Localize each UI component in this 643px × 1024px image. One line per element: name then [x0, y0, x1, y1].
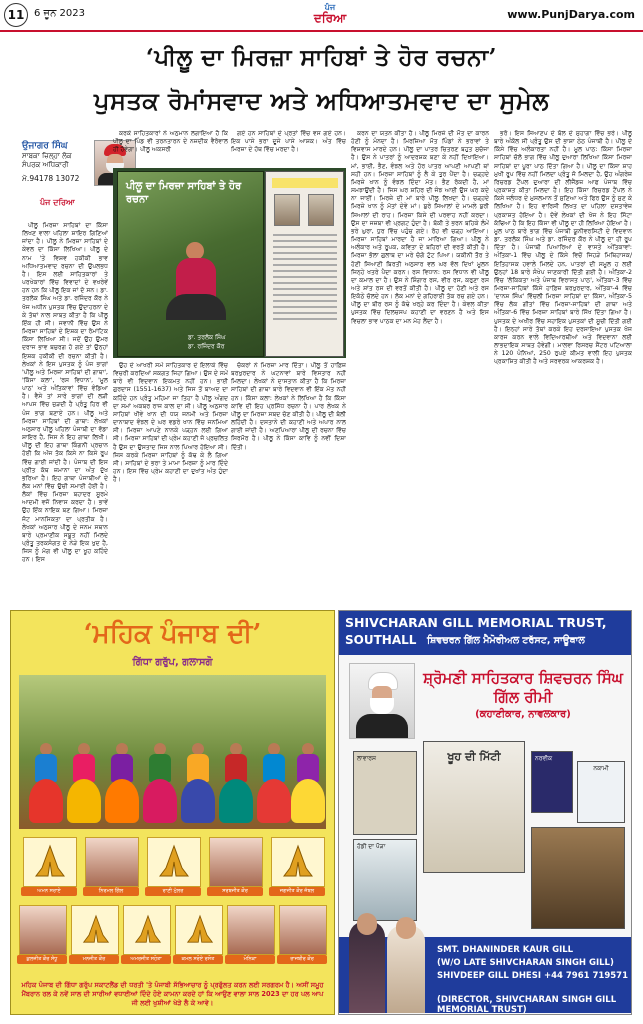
article-column-3-top: [231, 130, 346, 164]
member-name: ਅਮਰਜੀਤ ਸਹੋਤਾ: [121, 955, 171, 964]
article-column-4: [351, 130, 489, 606]
article-text: ਕਰਕੇ ਸਾਹਿਤਕਾਰਾਂ ਨੇ ਅਨੁਮਾਨ ਲਗਾਇਆ ਹੈ ਕਿ ਪੀਲੂ ਦਾ ਪਿੰਡ ਵੀ ਤਰਨਤਾਰਨ ਦੇ ਨਜ਼ਦੀਕ ਵੈਰੋਵਾਲ ਹੀ ਹੋਵੇਗਾ। ਪੀਲੂ ਅਕਸਰੀ: [113, 130, 228, 154]
folded-hands-icon: [175, 905, 223, 955]
ad-subtitle: ਗਿੱਧਾ ਗਰੁੱਪ, ਗਲਾਸਗੋ: [132, 657, 213, 668]
members-row-1: [19, 837, 326, 901]
article-column-2: [113, 362, 228, 606]
member-photo: [209, 837, 263, 887]
member-name: ਕੁਲਜੀਤ ਕੌਰ ਸੰਧੂ: [17, 955, 67, 964]
book-cover: [577, 761, 625, 823]
contact-role: (DIRECTOR, SHIVCHARAN SINGH GILL MEMORIAL TRUST): [437, 995, 617, 1015]
book-author: ਡਾ. ਤਰਲੋਕ ਸਿੰਘ: [188, 334, 226, 341]
member-photo: [279, 905, 327, 955]
folded-hands-icon: [147, 837, 201, 887]
advertisement-shivcharan-gill-trust[interactable]: [338, 610, 632, 1015]
author-photo: [308, 194, 334, 226]
member-name: ਨਿਰਮਲ ਗਿੱਲ: [83, 887, 139, 896]
member-name: ਜਗਜੀਤ ਕੌਰ ਜੱਬਲ: [269, 887, 325, 896]
ad-footer-text: ਮਹਿਕ ਪੰਜਾਬ ਦੀ ਗਿੱਧਾ ਗਰੁੱਪ ਸਕਾਟਲੈਂਡ ਦੀ ਧਰਤੀ 'ਤੇ ਪੰਜਾਬੀ ਸੱਭਿਆਚਾਰ ਨੂੰ ਪ੍ਰਫੁੱਲਤ ਕਰਨ ਲਈ ਸਰਗਰਮ ਹੈ। ਅਸੀਂ ਸਮੂਹ ਮੈਂਬਰਾਨ ਰਲ ਕੇ ਨਵੇਂ ਸਾਲ ਦੀ ਸਾਰੀਆਂ ਵਧਾਈਆਂ ਦਿੰਦੇ ਹੋਏ ਕਾਮਨਾ ਕਰਦੇ ਹਾਂ ਕਿ ਆਉਣ ਵਾਲਾ ਸਾਲ 2023 ਦਾ ਹਰ ਪਲ ਆਪ ਜੀ ਲਈ ਖੁਸ਼ੀਆਂ ਖੇੜੇ ਲੈ ਕੇ ਆਵੇ।: [21, 981, 324, 1007]
article-text: ਗਏ ਹਨ ਸਾਹਿਬਾਂ ਦੇ ਪ੍ਰਤਾਂ ਵਿੱਚ ਵਸ ਗਏ ਹਨ। ਇਕ ਪਾਸੇ ਭਰਾ ਦੂਜੇ ਪਾਸੇ ਆਸ਼ਕ। ਅੰਤ ਵਿੱਚ ਮਿਰਜ਼ਾ ਦੇ ਹੱਥ ਵਿੱਚ ਮਰਦਾ ਹੈ।: [231, 130, 346, 154]
article-text: ਭਰੋ। ਇਸ ਸਿਆਣਪ ਦੇ ਬੋਲ ਦੇ ਸੁਹਾਗਾ ਵਿੱਚ ਭਰੇ। ਪੀਲੂ ਬਾਰੇ ਅੰਕੋਲ ਸੀ ਪ੍ਰੰਤੂ ਉਸ ਦੀ ਭਾਸ਼ਾ ਠੇਠ ਪੰਜਾਬੀ ਹੈ। ਪੀਲੂ ਦੇ ਕਿੱਸੇ ਵਿੱਚ ਅਲੰਕਾਰਤਾ ਨਹੀਂ ਹੈ। ਮੂਲ ਪਾਠ: ਕਿੱਸਾ ਮਿਰਜ਼ਾ ਸਾਹਿਬਾਂ ਚੱਲੋ ਭਾਗ ਵਿੱਚ ਪੀਲੂ ਦੁਆਰਾ ਲਿਖਿਆ ਕਿੱਸਾ ਮਿਰਜ਼ਾ ਸਾਹਿਬਾਂ ਦਾ ਪੂਰਾ ਪਾਠ ਦਿੱਤਾ ਗਿਆ ਹੈ। ਪੀਲੂ ਦਾ ਕਿੱਸਾ ਸ਼ਾਹ ਮੁਖੀ ਰੂਪ ਵਿੱਚ ਨਹੀਂ ਮਿਲਦਾ ਪ੍ਰੰਤੂ ਜੋ ਮਿਲਦਾ ਹੈ, ਉਹ ਅੰਗਰੇਜ਼ ਰਿਚਰਡ ਟੈਂਪਲ ਦੁਆਰਾ ਦੀ ਲੀਜੈਂਡਜ਼ ਆਫ ਪੰਜਾਬ ਵਿੱਚ ਪ੍ਰਕਾਸ਼ਤ ਕੀਤਾ ਮਿਲਦਾ ਹੈ। ਇਹ ਕਿੱਸਾ ਰਿਚਰਡ ਟੈਂਪਲ ਨੇ ਕਿਸੇ ਜਲੰਧਰ ਦੇ ਮੁਸਲਮਾਨ ਤੋਂ ਸੁਣਿਆ ਅਤੇ ਫਿਰ ਉਸ ਨੂੰ ਸੁਣ ਕੇ ਲਿਖਿਆ ਹੈ। ਇਹ ਵਾਰਿਸੀ ਲਿਖਤ ਦਾ ਪਹਿਲਾ ਦਸਤਾਵੇਜ਼ ਪ੍ਰਕਾਸ਼ਤ ਹੋਇਆ ਹੈ। ਦੋਵੇਂ ਲੇਖਕਾਂ ਦੀ ਖੋਜ ਨੇ ਇਹ ਸਿੱਟਾ ਕੱਢਿਆ ਹੈ ਕਿ ਇਹ ਕਿੱਸਾ ਵੀ ਪੀਲੂ ਦਾ ਹੀ ਲਿਖਿਆ ਹੋਇਆ ਹੈ। ਮੂਲ ਪਾਠ ਬਾਰੇ ਭਾਗ ਵਿੱਚ ਪੰਜਾਬੀ ਯੂਨੀਵਰਸਿਟੀ ਦੇ ਵਿਦਵਾਨ ਡਾ. ਤਰਲੋਕ ਸਿੰਘ ਅਤੇ ਡਾ. ਰਜਿੰਦਰ ਕੌਰ ਨੇ ਪੀਲੂ ਦਾ ਹੀ ਰੂਪ ਦਿੱਤਾ ਹੈ। ਪੰਜਾਬੀ ਪਿਆਰਿਆਂ ਦੇ ਵਾਸਤੇ ਅੰਤਿਕਾਵਾਂ: ਅੰਤਿਕਾ-1 ਵਿੱਚ ਪੀਲੂ ਦੇ ਕਿੱਸੇ ਵਿਚੋਂ ਜਿਹੜੇ ਮਿਥਿਹਾਸਕ/ਇਤਿਹਾਸਕ ਹਵਾਲੇ ਮਿਲਦੇ ਹਨ, ਪਾਤਰਾਂ ਦੀ ਸਮੂਲ ਹ ਲਈ ਉਨ੍ਹਾਂ 18 ਬਾਰੇ ਸੰਖੇਪ ਜਾਣਕਾਰੀ ਦਿੱਤੀ ਗਈ ਹੈ। ਅੰਤਿਕਾ-2 ਵਿੱਚ 'ਲੋਕਿਕਤਾ ਅਤੇ ਪੰਜਾਬ ਵਿਰਾਸਤ ਪਾਠ', ਅੰਤਿਕਾ-3 ਵਿੱਚ ਮਿਰਜ਼ਾ-ਸਾਹਿਬਾਂ ਕਿੱਸੇ ਹਾਫ਼ਿਜ਼ ਬਰਖੁਰਦਾਰ, ਅੰਤਿਕਾ-4 ਵਿੱਚ 'ਦਾਨਸ਼ ਸਿੰਘ' ਵਿੱਚਲੀ ਮਿਰਜ਼ਾ ਸਾਹਿਬਾਂ ਦਾ ਕਿੱਸਾ, ਅੰਤਿਕਾ-5 ਵਿੱਚ ਲੋਕ ਗੀਤਾਂ ਵਿੱਚ ਮਿਰਜ਼ਾ-ਸਾਹਿਬਾਂ ਦੀ ਗਾਥਾ ਅਤੇ ਅੰਤਿਕਾ-6 ਵਿੱਚ ਮਿਰਜ਼ਾ ਸਾਹਿਬਾਂ ਬਾਰੇ ਸਿੱਖ ਦਿੱਤਾ ਗਿਆ ਹੈ। ਪੁਸਤਕ ਦੇ ਅਖੀਰ ਵਿੱਚ ਸਹਾਇਕ ਪੁਸਤਕਾਂ ਦੀ ਸੂਚੀ ਦਿੱਤੀ ਗਈ ਹੈ। ਇਨ੍ਹਾਂ ਸਾਰੇ ਤੱਥਾਂ ਕਰਕੇ ਇਹ ਦਰਸਾਇਆ ਪੁਸਤਕ ਖੋਜ ਕਾਰਜ ਕਰਨ ਵਾਲੇ ਵਿਦਿਆਰਥੀਆਂ ਅਤੇ ਵਿਦਵਾਨਾ ਲਈ ਲਾਭਦਾਇਕ ਸਾਬਤ ਹੋਵੇਗੀ। ਮਾਲਵਾ ਰਿਸਰਚ ਸੈਂਟਰ ਪਟਿਆਲਾ ਨੇ 120 ਪੰਨਿਆਂ, 250 ਰੁਪਏ ਕੀਮਤ ਵਾਲੀ ਇਹ ਪੁਸਤਕ ਪ੍ਰਕਾਸ਼ਿਤ ਕੀਤੀ ਹੈ ਅਤੇ ਸਰਵਰਕ ਆਕਰਸ਼ਕ ਹੈ।: [494, 130, 632, 366]
folded-hands-icon: [271, 837, 325, 887]
article-text: ਚੱਕਰਾਂ ਨੇ ਮਿਰਜ਼ਾ ਮਾਰ ਦਿੱਤਾ। ਪੀਲੂ ਤੋਂ ਹਾਫ਼ਿਜ਼ ਬਰਖੁਰਦਾਰ ਨੇ ਘਟਨਾਵਾਂ ਬਾਰੇ ਵਿਸਤਾਰ ਨਹੀਂ ਮਿਲਦਾ। ਲੇਖਕਾਂ ਨੇ ਦਾਸਤਾਨ ਕੀਤਾ ਹੈ ਕਿ ਮਿਰਜ਼ਾ ਸਾਹਿਬਾਂ ਦੀ ਗਾਥਾ ਬਾਰੇ ਵਿਦਵਾਨ ਵੀ ਇੱਕ ਮੱਤ ਨਹੀਂ ਹਨ। ਕਿੱਸਾ ਕਲਾ: ਲੇਖਕਾਂ ਨੇ ਲਿਖਿਆ ਹੈ ਕਿ ਕਿੱਸਾ ਕਾਵਿ ਦੀ ਇਹ ਪ੍ਰਸਿੱਧ ਰਚਨਾ ਹੈ। ਪਾਰ ਲੇਖਕ ਨੇ ਪੀਲੂ ਦਾ ਮਿਰਜ਼ਾ ਸਬਦ ਚੋਣ ਕੀਤੀ ਹੈ। ਪੀਲੂ ਦੀ ਬੋਲੀ ਲਹਿੰਦੀ ਹੈ। ਦਸਤਾਨੇ ਦੀ ਕਹਾਣੀ ਅਤੇ ਅਪਾਰ ਨਾਲ ਗਾਈ ਜਾਂਦੀ ਹੈ। ਅਣਪਿਆਰਾ ਪੀਲੂ ਦੀ ਰਚਨਾ ਵਿੱਚ ਸਿਰਮੌਰ ਹੈ। ਪੀਲੂ ਨੇ ਕਿੱਸਾ ਕਾਵਿ ਨੂੰ ਨਵੀਂ ਦਿਸ਼ਾ ਦਿੱਤੀ।: [231, 362, 346, 451]
folded-hands-icon: [71, 905, 119, 955]
ad-header: [339, 611, 631, 655]
family-photo: [343, 913, 429, 1013]
book-cover: [531, 827, 625, 929]
book-front-cover: [117, 171, 264, 357]
masthead-top: ਪੰਜ: [324, 3, 336, 12]
author-name: ਉਜਾਗਰ ਸਿੰਘ: [22, 141, 68, 151]
article-text: ਕਰਨ ਦਾ ਯਤਨ ਕੀਤਾ ਹੈ। ਪੀਲੂ ਮਿਰਜ਼ੇ ਦੀ ਮੌਤ ਦਾ ਕਾਰਨ ਹੋਣੀ ਨੂੰ ਮੰਨਦਾ ਹੈ। ਮਿਰਜ਼ਿਆ ਮੌਤ ਪਿੰਡਾਂ ਨੇ ਭਰਾਵਾਂ ਤੇ ਵਿਸ਼ਵਾਸ ਮਾਰਦੇ ਹਨ। ਪੀਲੂ ਦਾ ਪਾਤਰ ਚਿਤਰਣ ਬਹੁਤ ਸੁਚੱਜਾ ਹੈ। ਉਸ ਨੇ ਪਾਤਰਾਂ ਨੂੰ ਆਦਰਸ਼ਕ ਬਣਾ ਕੇ ਨਹੀਂ ਦਿਖਾਇਆ। ਮਾਂ, ਭਾਈ, ਭੈਣ, ਵੰਝਲ ਅਤੇ ਹੋਰ ਪਾਤਰ ਆਪਣੀ ਆਪਣੀ ਥਾਂ ਸਹੀ ਹਨ। ਮਿਰਜ਼ਾ ਸਾਹਿਬਾਂ ਨੂੰ ਲੈ ਕੇ ਤੁਰ ਪੈਂਦਾ ਹੈ। ਚੜ੍ਹਦੇ ਮਿਰਜ਼ੇ ਖਾਨ ਨੂੰ ਵੰਝਲ ਦਿੰਦਾ ਮੱਤ। ਭੈਣ ਰੋਕਦੀ ਹੈ, ਮਾਂ ਸਮਝਾਉਂਦੀ ਹੈ। ਜਿਸ ਘਰ ਸ਼ਹਿਰ ਦੀ ਜੰਝ ਆਈ ਉਸ ਘਰ ਕਦੇ ਨਾ ਜਾਈਂ। ਮਿਰਜ਼ੇ ਦੀ ਮਾਂ ਬਾਰੇ ਪੀਲੂ ਲਿਖਦਾ ਹੈ। ਚੜ੍ਹਦੇ ਮਿਰਜ਼ੇ ਖਾਨ ਨੂੰ ਮੱਤਾਂ ਦੇਵੇ ਮਾਂ। ਬੁਰੇ ਸਿਆਲਾਂ ਦੇ ਮਾਮਲੇ ਬੁਰੀ ਸਿਆਲਾਂ ਦੀ ਰਾਹ। ਮਿਰਜ਼ਾ ਕਿਸੇ ਦੀ ਪਰਵਾਹ ਨਹੀਂ ਕਰਦਾ। ਉਸ ਦਾ ਜਜ਼ਬਾ ਵੀ ਪ੍ਰਗਟ ਹੁੰਦਾ ਹੈ। ਬੱਕੀ ਤੇ ਭਰਨ ਬਹਿਕੇ ਲੰਮੇਂ ਭਰੇ ਘੁਰਾ, ਧੁਰ ਵਿੱਚ ਪਹੁੰਚ ਗਏ। ਰੋਹ ਵੀ ਚੜ੍ਹ ਆਇਆ। ਮਿਰਜ਼ਾ ਸਾਹਿਬਾਂ ਮਾਰਦਾ ਹੈ ਜਾ ਮਾਰਿਆ ਗਿਆ। ਪੀਲੂ ਨੇ ਅਲੰਕਾਰ ਅਤੇ ਰੂਪਕ, ਕਵਿਤਾ ਦੇ ਬਹਿਰਾਂ ਦੀ ਵਰਤੋਂ ਕੀਤੀ ਹੈ। ਮਿਰਜ਼ਾ ਭੋਲਾ ਗੁਲਾਬ ਦਾ ਮਰੇ ਚੋਗੋ ਟੁੱਟ ਪਿਆ। ਯਕੀਨੀ ਤੌਰ ਤੇ ਹੋਣੀ ਸਿਆਣੀ ਬਿਰਤੀ ਅਨੁਸਾਰ ਵਲ ਘਰ ਵੱਲ ਦਿਖਾਂ ਮੂਲਨ ਜਿਨ੍ਹੇ ਖਤਰੇ ਪੈਦਾ ਕਰਨ। ਰਸ ਵਿਧਾਨ: ਰਸ ਵਿਧਾਨ ਵੀ ਪੀਲੂ ਦਾ ਕਮਾਲ ਦਾ ਹੈ। ਉਸ ਨੇ ਸ਼ਿੰਗਾਰ ਰਸ, ਵੀਰ ਰਸ, ਕਰੁਣਾ ਰਸ ਅਤੇ ਸ਼ਾਂਤ ਰਸ ਦੀ ਵਰਤੋਂ ਕੀਤੀ ਹੈ। ਪੀਲੂ ਦਾ ਹੋਣੀ ਅਤੇ ਰਸ ਇਕੱਠੇ ਚੱਲਦੇ ਹਨ। ਲੋਕ ਮਨਾਂ ਦੇ ਗਹਿਰਾਈ ਤੱਕ ਰਚ ਗਏ ਹਨ। ਪੀਲੂ ਦਾ ਬੀਰ ਰਸ ਨੂੰ ਕੱਢੇ ਖਰ੍ਹੇ ਕਰ ਦਿੰਦਾ ਹੈ। ਕੇਵਲ ਕੀਤਾ ਪੁਸਤਕ ਵਿੱਚ ਦਿਲਚਸਪ ਕਹਾਣੀ ਦਾ ਵਰਣਨ ਹੈ ਅਤੇ ਇਸ ਵਿਚਲਾ ਭਾਵ ਪਾਠਕ ਦਾ ਮਨ ਮੋਹ ਲੈਂਦਾ ਹੈ।: [351, 130, 489, 325]
article-column-3: [231, 362, 346, 606]
author-phone: ਮੋ.94178 13072: [22, 174, 80, 183]
member-name: ਅਮਨ ਸਰਾਏ: [21, 887, 77, 896]
book-back-cover: [265, 171, 344, 357]
member-name: ਰਾਜਬੀਰ ਕੌਰ: [277, 955, 327, 964]
headline-line1: ‘ਪੀਲੂ ਦਾ ਮਿਰਜ਼ਾ ਸਾਹਿਬਾਂ ਤੇ ਹੋਰ ਰਚਨਾ’: [145, 44, 498, 71]
article-column-2-top: [113, 130, 228, 164]
book-cover: [531, 751, 573, 813]
ad-title: ਸ਼੍ਰੋਮਣੀ ਸਾਹਿਤਕਾਰ ਸ਼ਿਵਚਰਨ ਸਿੰਘ ਗਿੱਲ ਰੀਮੀ: [423, 669, 623, 706]
page-header: [0, 0, 643, 32]
member-photo: [85, 837, 139, 887]
member-name: ਰਾਣੀ ਮੁੱਲਰ: [145, 887, 201, 896]
ad-subtitle: (ਕਹਾਣੀਕਾਰ, ਨਾਵਲਕਾਰ): [475, 709, 571, 720]
contact-phone[interactable]: SHIVDEEP GILL DHESI +44 7961 719571: [437, 971, 628, 981]
ad-title: ‘ਮਹਿਕ ਪੰਜਾਬ ਦੀ’: [83, 619, 262, 649]
book-cover: [353, 839, 417, 921]
book-back-title: [272, 178, 338, 188]
book-cover: [353, 751, 417, 835]
giddha-group-photo: [19, 675, 326, 829]
article-text: ਉਹ ਦੇ ਆਖਰੀ ਸਮੇਂ ਸਾਹਿਤਕਾਰ ਦੇ ਇਲਾਕੇ ਵਿੱਚ ਵਿਚਰੀ ਕਰਦਿਆਂ ਸਕਗਤ ਜਿਹਾ ਗਿਆ। ਉਸ ਦੇ ਸਮੇਂ ਬਾਰੇ ਵੀ ਵਿਦਵਾਨ ਇਕਮਤ ਨਹੀਂ ਹਨ। ਭਾਈ ਗੁਰਦਾਸ (1551-1637) ਅਤੇ ਜਿਸ ਤੋਂ ਬਾਅਦ ਦਾ ਕਹਿੰਦੇ ਹਨ ਪ੍ਰੰਤੂ ਮਹਿਮਾ ਜਾ ਤਿਹਾ ਹੈ ਪੀਲੂ ਅੰਗਦ ਦਾ ਸਮਾਂ ਅਕਬਰ ਰਾਜ ਕਾਲ ਦਾ ਸੀ। ਪੀਲੂ ਅਨੁਸਾਰ ਸਾਹਿਬਾਂ ਖੀਵੇ ਖਾਨ ਦੀ ਧਯ ਜਨਮੀ ਅਤੇ ਮਿਰਜ਼ਾ ਦਾਨਾਬਾਦ ਵੰਝਲ ਦੇ ਘਰ ਵਡਰੇ ਖਾਨ ਵਿੱਚ ਜਨਮਿਆ ਸੀ। ਮਿਰਜ਼ਾ ਆਪਣੇ ਨਾਨਕੇ ਪੜ੍ਹਨ ਲਈ ਗਿਆ ਸੀ। ਮਿਰਜ਼ਾ ਸਾਹਿਬਾਂ ਦੀ ਪ੍ਰੇਮ ਕਹਾਣੀ ਜੋ ਪ੍ਰਚਲਿਤ ਹੈ ਉਸ ਦਾ ਉਸਤਾਦ ਜਿਸ ਨਾਲ ਪਿਆਰ ਹੋਇਆ ਸੀ। ਜਿਸ ਕਰਕੇ ਮਿਰਜ਼ਾ ਸਾਹਿਬਾਂ ਨੂੰ ਕੱਢ ਕੇ ਲੈ ਗਿਆ ਸੀ। ਸਾਹਿਬਾਂ ਦੇ ਭਰਾ ਤੇ ਮਾਮਾ ਮਿਰਜ਼ਾ ਨੂੰ ਮਾਰ ਦਿੰਦੇ ਹਨ। ਇਸ ਵਿੱਚ ਪ੍ਰੇਮ ਕਹਾਣੀ ਦਾ ਦੁਖਾਂਤ ਅੰਤ ਹੁੰਦਾ ਹੈ।: [113, 362, 228, 484]
site-url[interactable]: www.PunjDarya.com: [507, 8, 635, 21]
masthead-logo: [245, 3, 415, 25]
book-title: ਖੂਹ ਦੀ ਮਿੱਟੀ: [447, 750, 501, 763]
contact-relation: (W/O LATE SHIVCHARAN SINGH GILL): [437, 958, 614, 968]
book-cover: [423, 741, 525, 873]
members-row-2: [19, 905, 326, 969]
member-name: ਮੋਨਿਕਾ: [225, 955, 275, 964]
contact-name: SMT. DHANINDER KAUR GILL: [437, 945, 574, 955]
advertisement-mehak-punjab[interactable]: [10, 610, 335, 1015]
book-illustration: [166, 242, 226, 322]
member-photo: [227, 905, 275, 955]
book-cover-image: [113, 168, 346, 358]
folded-hands-icon: [123, 905, 171, 955]
book-title: ਨਕਾਮੀ: [593, 765, 609, 772]
portrait-photo: [349, 663, 415, 739]
member-name: ਕਮਲ ਸਰੋਏ ਰਸੋਤ: [173, 955, 223, 964]
masthead-name: ਦਰਿਆ: [313, 11, 347, 25]
member-photo: [19, 905, 67, 955]
article-column-1: [22, 222, 108, 605]
author-photo: [274, 194, 300, 226]
author-role: ਸੰਪਰਕ ਅਧਿਕਾਰੀ: [22, 161, 69, 169]
book-title: ਪੀਲੂ ਦਾ ਮਿਰਜ਼ਾ ਸਾਹਿਬਾਂ ਤੇ ਹੋਰ ਰਚਨਾ: [126, 181, 242, 205]
book-title: ਲਾਵਾਰਸ: [357, 755, 376, 762]
ad-heading-punjabi: ਸ਼ਿਵਚਰਨ ਗਿੱਲ ਮੈਮੋਰੀਅਲ ਟਰੱਸਟ, ਸਾਊਥਾਲ: [427, 635, 585, 646]
ad-heading: SHIVCHARAN GILL MEMORIAL TRUST,: [345, 615, 607, 630]
headline-line2: ਪੁਸਤਕ ਰੋਮਾਂਸਵਾਦ ਅਤੇ ਅਧਿਆਤਮਵਾਦ ਦਾ ਸੁਮੇਲ: [94, 86, 549, 115]
book-title: ਹੱਡੀ ਦਾ ਪੌੜਾ: [357, 843, 386, 850]
article-text: ਪੀਲੂ ਮਿਰਜ਼ਾ ਸਾਹਿਬਾਂ ਦਾ ਕਿੱਸਾ ਲਿਖਣ ਵਾਲਾ ਪਹਿਲਾ ਸ਼ਾਇਰ ਗਿਣਿਆਂ ਜਾਂਦਾ ਹੈ। ਪੀਲੂ ਨੇ ਮਿਰਜ਼ਾ ਸਾਹਿਬਾਂ ਦੇ ਕੇਵਲ ਦਾ ਕਿੱਸਾ ਲਿਖਿਆ। ਪੀਲੂ ਦੇ ਨਾਮ 'ਤੇ ਵਿਸ਼ਵ ਹਕੀਕੀ ਭਾਵ ਅਧਿਆਤਮਵਾਦ ਰਚਨਾ ਦੀ ਉਪਲਭਧ ਹੈ। ਇਸ ਲਈ ਸਾਹਿਤਕਾਰਾਂ ਤੇ ਪਰਖੇਕਾਰਾਂ ਵਿੱਚ ਵਿਵਾਦਾਂ ਦੇ ਵਖਰੇਵੇਂ ਹਨ ਹਨ ਕਿ ਪੀਲੂ ਇਕ ਜਾਂ ਦੋ ਸਨ। ਡਾ. ਤਰਲੋਕ ਸਿੰਘ ਅਤੇ ਡਾ. ਰਜਿੰਦਰ ਕੌਰ ਨੇ ਖੋਜ ਅਧੀਨ ਪੁਸਤਕ ਵਿੱਚ ਉਦਾਹਰਨਾ ਦੇ ਕੇ ਤੱਥਾਂ ਨਾਲ ਸਾਬਤ ਕੀਤਾ ਹੈ ਕਿ ਪੀਲੂ ਇੱਕ ਹੀ ਸੀ। ਜਵਾਨੀ ਵਿੱਚ ਉਸ ਨੇ ਮਿਰਜ਼ਾ ਸਾਹਿਬਾਂ ਦੇ ਇਸ਼ਕ ਦਾ ਰੋਮਾਂਟਿਕ ਕਿੱਸਾ ਲਿਖਿਆ ਸੀ। ਜਦੋਂ ਉਹ ਉਮਰ ਦਰਾਜ ਭਾਵ ਬਜ਼ੁਰਗ ਹੋ ਗਏ ਤਾਂ ਉਨ੍ਹਾਂ ਇਸ਼ਕ ਹਕੀਕੀ ਦੀ ਰਚਨਾ ਕੀਤੀ ਹੈ। ਲੇਖਕਾਂ ਨੇ ਇਸ ਪੁਸਤਕ ਨੂੰ ਪੰਜ ਭਾਗਾਂ 'ਪੀਲੂ ਅਤੇ ਮਿਰਜ਼ਾ ਸਾਹਿਬਾਂ ਦੀ ਗਾਥਾ', 'ਕਿੱਸਾ ਕਲਾ', 'ਰਸ ਵਿਧਾਨ', 'ਮੂਲ ਪਾਠ' ਅਤੇ ਅੰਤਿਕਾਵਾਂ ਵਿੱਚ ਵੰਡਿਆ ਹੈ। ਵੈਸੇ ਤਾਂ ਸਾਰੇ ਭਾਗਾਂ ਦੀ ਲੜੀ ਆਪਸ ਵਿੱਚ ਜੁੜਦੀ ਹੈ ਪ੍ਰੰਤੂ ਹਿਰ ਵੀ ਪੰਜ ਭਾਗ ਬਣਾਏ ਹਨ। ਪੀਲੂ ਅਤੇ ਮਿਰਜ਼ਾ ਸਾਹਿਬਾਂ ਦੀ ਗਾਥਾ: ਲੇਖਕਾਂ ਅਨੁਸਾਰ ਪੀਲੂ ਪਹਿਲਾ ਪੰਜਾਬੀ ਦਾ ਵੱਡਾ ਸ਼ਾਇਰ ਹੈ, ਜਿਸ ਨੇ ਇਹ ਗਾਥਾ ਲਿਖੀ। ਪੀਲੂ ਦੀ ਇਹ ਗਾਥਾ ਕਿੰਗਨੀ ਪ੍ਰਚਾਨ ਹੋਈ ਕਿ ਅੱਜ ਤੱਕ ਕਿਸੇ ਨਾ ਕਿਸੇ ਰੂਪ ਵਿੱਚ ਗਾਈ ਜਾਂਦੀ ਹੈ। ਪੰਜਾਬ ਦੀ ਇਸ ਪ੍ਰੀਤ ਕੱਥ ਜ਼ਮਾਨਾ ਦਾ ਅੰਤ ਦੁੱਖ ਭਰਿਆ ਹੈ। ਇਹ ਗਾਥਾ ਪੰਜਾਬੀਆਂ ਦੇ ਲੋਕ ਮਨਾਂ ਵਿੱਚ ਉਚੀ ਸਮਾਈ ਹੋਈ ਹੈ। ਲੋਕਾਂ ਵਿੱਚ ਮਿਰਜ਼ਾ ਬਹਾਦਰ ਸੂਰਮੇ ਆਦਮੀ ਵਜੋਂ ਨਿਵਾਸ ਕਰਦਾ ਹੈ। ਭਾਵੇਂ ਉਹ ਇੱਕ ਨਾਇਕ ਬਣ ਗਿਆ। ਮਿਰਜ਼ਾ ਜੱਟ ਮਾਨਸਿਕਤਾ ਦਾ ਪ੍ਰਤੀਕ ਹੈ। ਲੇਖਕਾਂ ਅਨੁਸਾਰ ਪੀਲੂ ਦੇ ਜਨਮ ਸਥਾਨ ਬਾਰੇ ਪ੍ਰਮਾਣੀਕ ਸਬੂਤ ਨਹੀਂ ਮਿਲਦੇ ਪ੍ਰੰਤੂ ਤਰਕਸੰਗਤ ਦੇ ਨੇੜੇ ਇਕ ਖੁਦ ਹੈ, ਜਿਸ ਨੂੰ ਮੋਗ ਵੀ ਪੀਲੂ ਦਾ ਖੂਹ ਕਹਿੰਦੇ ਹਨ। ਇਸ: [22, 222, 108, 564]
member-name: ਸਰਬਜੀਤ ਕੌਰ: [207, 887, 263, 896]
book-title: ਨਰਵੀਕ: [535, 755, 553, 762]
member-name: ਮਨਜੀਤ ਕੌਰ: [69, 955, 119, 964]
folded-hands-icon: [23, 837, 77, 887]
author-role: ਸਾਬਕਾ ਜ਼ਿਲ੍ਹਾ ਲੋਕ: [22, 152, 72, 160]
book-author: ਡਾ. ਰਜਿੰਦਰ ਕੌਰ: [188, 343, 225, 350]
ad-heading: SOUTHALL: [345, 633, 417, 647]
ad-contact-bar: [339, 937, 631, 1013]
page-number: 11: [4, 3, 28, 27]
brand-logo: ਪੰਜ ਦਰਿਆ: [40, 198, 75, 207]
article-column-5: [494, 130, 632, 606]
issue-date: 6 ਜੂਨ 2023: [34, 8, 85, 19]
